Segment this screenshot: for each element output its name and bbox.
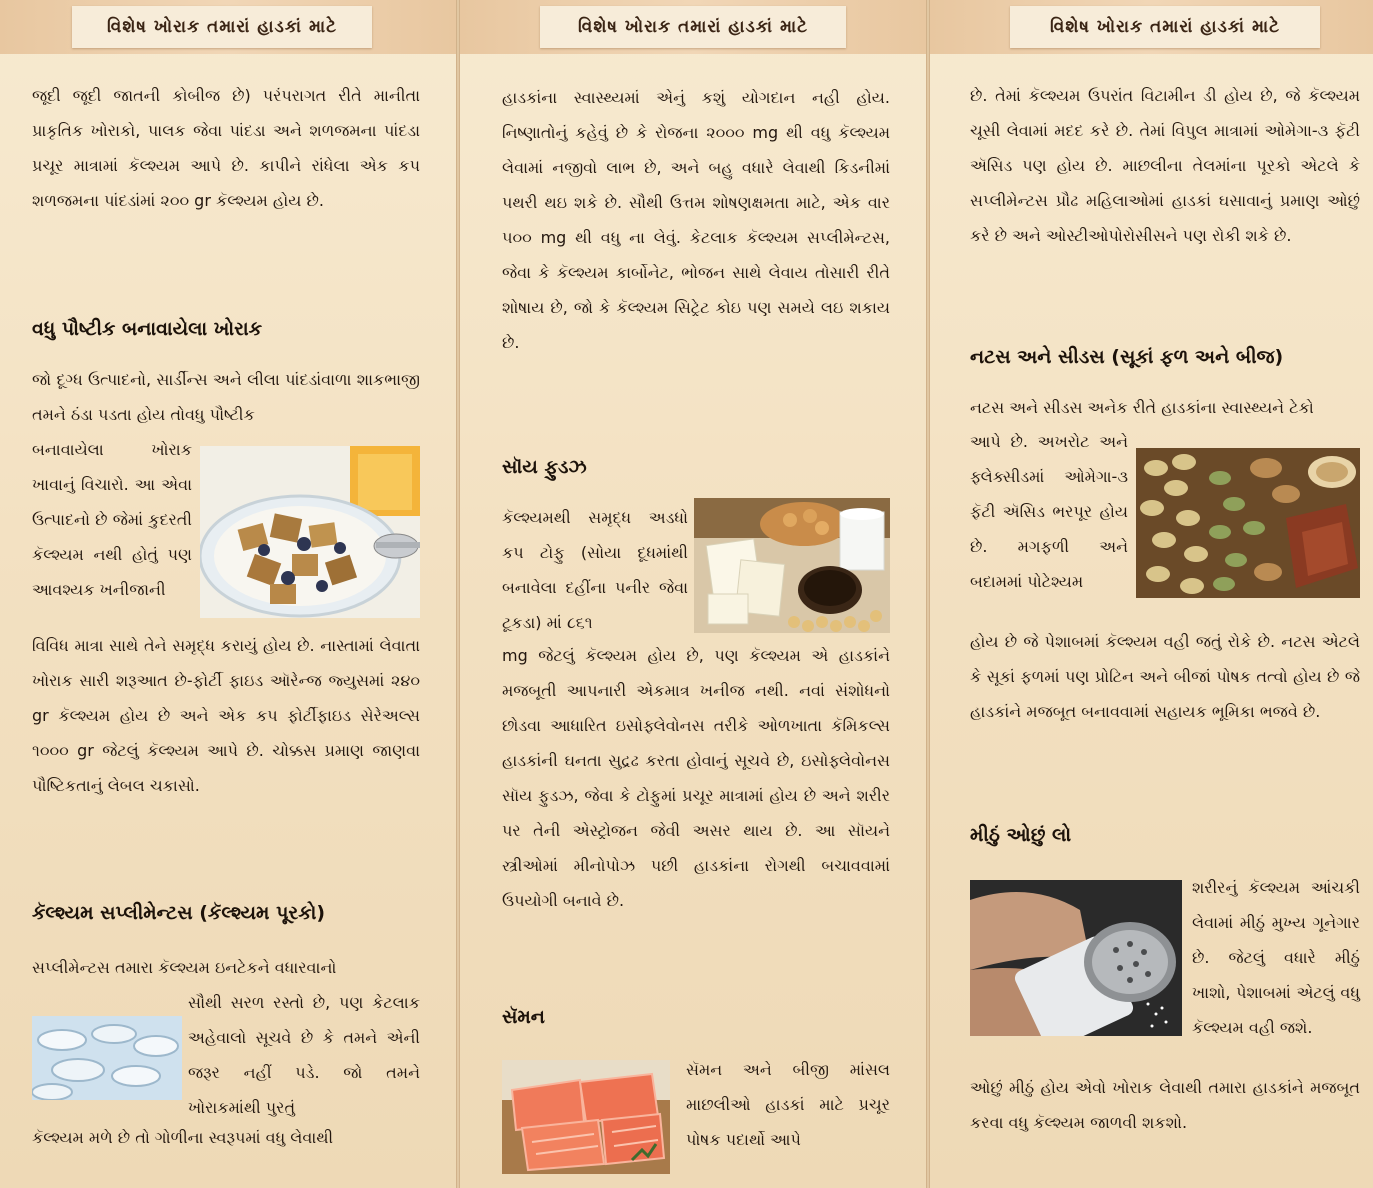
- header-title: વિશેષ ખોરાક તમારાં હાડકાં માટે: [1010, 6, 1320, 48]
- fortified-heading: વધુ પૌષ્ટીક બનાવાયેલા ખોરાક: [32, 318, 263, 340]
- fortified-text-2: બનાવાયેલા ખોરાક ખાવાનું વિચારો. આ એવા ઉત્પાદનો છે જેમાં કુદરતી કૅલ્શ્યમ નથી હોતું પણ આવશ્યક ખનીજાની: [32, 440, 192, 599]
- calcium-pills-image: [32, 1016, 182, 1100]
- header-title: વિશેષ ખોરાક તમારાં હાડકાં માટે: [540, 6, 846, 48]
- fortified-text-3: વિવિધ માત્રા સાથે તેને સમૃદ્ધ કરાયું હોય છે. નાસ્તામાં લેવાતા ખોરાક સારી શરૂઆત છે-ફોર્ટી ફાઇડ ઑરેન્જ જ્યુસમાં ૨૪૦ gr કૅલ્શ્યમ હોય છે અને એક કપ ફોર્ટીફાઇડ સેરેઅલ્સ ૧૦૦૦ gr જેટલું કૅલ્શ્યમ આપે છે. ચોક્કસ પ્રમાણ જાણવા પૌષ્ટિકતાનું લેબલ ચકાસો.: [32, 636, 420, 795]
- nuts-text-2: આપે છે. અખરોટ અને ફ્લેક્સીડમાં ઓમેગા-૩ ફૅટી ઍસિડ ભરપૂર હોય છે. મગફળી અને બદામમાં પોટેશ્યમ: [970, 432, 1128, 591]
- fortified-text-1: જો દૂગ્ધ ઉત્પાદનો, સાર્ડીન્સ અને લીલા પાંદડાંવાળા શાકભાજી તમને ઠંડા પડતા હોય તોવધુ પૌષ્ટીક: [32, 370, 420, 424]
- supplements-heading: કૅલ્શ્યમ સપ્લીમેન્ટસ (કૅલ્શ્યમ પૂરકો): [32, 902, 326, 924]
- supplements-text-2: સૌથી સરળ રસ્તો છે, પણ કેટલાક અહેવાલો સૂચવે છે કે તમને એની જરૂર નહીં પડે. જો તમને ખોરાકમાંથી પુરતું: [188, 993, 420, 1117]
- nuts-text-1: નટસ અને સીડસ અનેક રીતે હાડકાંના સ્વાસ્થ્યને ટેકો: [970, 398, 1314, 417]
- supplements-text-3: કૅલ્શ્યમ મળે છે તો ગોળીના સ્વરૂપમાં વધુ લેવાથી: [32, 1128, 334, 1147]
- header-title: વિશેષ ખોરાક તમારાં હાડકાં માટે: [72, 6, 372, 48]
- nuts-heading: નટસ અને સીડસ (સૂકાં ફળ અને બીજ): [970, 346, 1284, 368]
- col1-intro: જૂદી જૂદી જાતની કોબીજ છે) પરંપરાગત રીતે માનીતા પ્રાકૃતિક ખોરાકો, પાલક જેવા પાંદડા અને શળજમના પાંદડા પ્રચૂર માત્રામાં કૅલ્શ્યમ આપે છે. કાપીને રાંધેલા એક કપ શળજમના પાંદડાંમાં ૨૦૦ gr કૅલ્શ્યમ હોય છે.: [32, 86, 420, 210]
- col3-intro: છે. તેમાં કૅલ્શ્યમ ઉપરાંત વિટામીન ડી હોય છે, જે કૅલ્શ્યમ ચૂસી લેવામાં મદદ કરે છે. તેમાં વિપુલ માત્રામાં ઓમેગા-૩ ફૅટી ઍસિડ પણ હોય છે. માછલીના તેલમાંના પૂરકો એટલે કે સપ્લીમેન્ટસ પ્રૌઢ મહિલાઓમાં હાડકાં ઘસાવાનું પ્રમાણ ઓછું કરે છે અને ઓસ્ટીઓપોરોસીસને પણ રોકી શકે છે.: [970, 86, 1360, 245]
- salt-heading: મીઠું ઓછું લો: [970, 824, 1072, 846]
- cereal-bowl-image: [200, 446, 420, 618]
- supplements-text-1: સપ્લીમેન્ટસ તમારા કૅલ્શ્યમ ઇનટેકને વધારવાનો: [32, 958, 337, 977]
- soy-heading: સૉય ફુડઝ: [502, 456, 587, 478]
- soy-text-2: mg જેટલું કૅલ્શ્યમ હોય છે, પણ કૅલ્શ્યમ એ હાડકાંને મજબૂતી આપનારી એકમાત્ર ખનીજ નથી. નવાં સંશોધનો છોડવા આધારિત ઇસોફ્લેવોનસ તરીકે ઓળખાતા કૅમિકલ્સ હાડકાંની ઘનતા સુદ્રઢ કરતા હોવાનું સૂચવે છે, ઇસોફ્લેવોનસ સૉય ફુડઝ, જેવા કે ટોફુમાં પ્રચૂર માત્રામાં હોય છે અને શરીર પર તેની એસ્ટ્રોજન જેવી અસર થાય છે. આ સૉયને સ્ત્રીઓમાં મીનોપોઝ પછી હાડકાંના રોગથી બચાવવામાં ઉપયોગી બનાવે છે.: [502, 646, 890, 910]
- soy-text-1: કૅલ્શ્યમથી સમૃદ્ધ અડધો કપ ટોફુ (સોયા દૂધમાંથી બનાવેલા દહીંના પનીર જેવા ટૂકડા) માં ૮૬૧: [502, 508, 688, 632]
- salt-text-1: શરીરનું કૅલ્શ્યમ આંચકી લેવામાં મીઠું મુખ્ય ગૂનેગાર છે. જેટલું વધારે મીઠું ખાશો, પેશાબમાં એટલું વધુ કૅલ્શ્યમ વહી જશે.: [1192, 878, 1360, 1037]
- nuts-text-3: હોય છે જે પેશાબમાં કૅલ્શ્યમ વહી જતું રોકે છે. નટસ એટલે કે સૂકાં ફળમાં પણ પ્રોટિન અને બીજાં પોષક તત્વો હોય છે જે હાડકાંને મજબૂત બનાવવામાં સહાયક ભૂમિકા ભજવે છે.: [970, 632, 1360, 721]
- salmon-heading: સૅમન: [502, 1006, 545, 1028]
- salmon-text-1: સૅમન અને બીજી માંસલ માછલીઓ હાડકાં માટે પ્રચૂર પોષક પદાર્થો આપે: [686, 1060, 890, 1149]
- salt-text-2: ઓછું મીઠું હોય એવો ખોરાક લેવાથી તમારા હાડકાંને મજબૂત કરવા વધુ કૅલ્શ્યમ જાળવી શકશો.: [970, 1078, 1360, 1132]
- tofu-image: [694, 498, 890, 633]
- panel-middle: [460, 0, 926, 1188]
- salt-shaker-image: [970, 880, 1182, 1036]
- col2-intro: હાડકાંના સ્વાસ્થ્યમાં એનું કશું યોગદાન નહી હોય. નિષ્ણાતોનું કહેવું છે કે રોજના ૨૦૦૦ mg થી વધુ કૅલ્શ્યમ લેવામાં નજીવો લાભ છે, અને બહુ વધારે લેવાથી કિડનીમાં પથરી થઇ શકે છે. સૌથી ઉત્તમ શોષણક્ષમતા માટે, એક વાર ૫૦૦ mg થી વધુ ના લેવું. કેટલાક કૅલ્શ્યમ સપ્લીમેન્ટસ, જેવા કે કૅલ્શ્યમ કાર્બોનેટ, ભોજન સાથે લેવાય તોસારી રીતે શોષાય છે, જો કે કૅલ્શ્યમ સિટ્રેટ કોઇ પણ સમયે લઇ શકાય છે.: [502, 88, 890, 352]
- nuts-seeds-image: [1136, 448, 1360, 598]
- salmon-image: [502, 1060, 670, 1174]
- panel-left: [0, 0, 456, 1188]
- panel-right: [930, 0, 1373, 1188]
